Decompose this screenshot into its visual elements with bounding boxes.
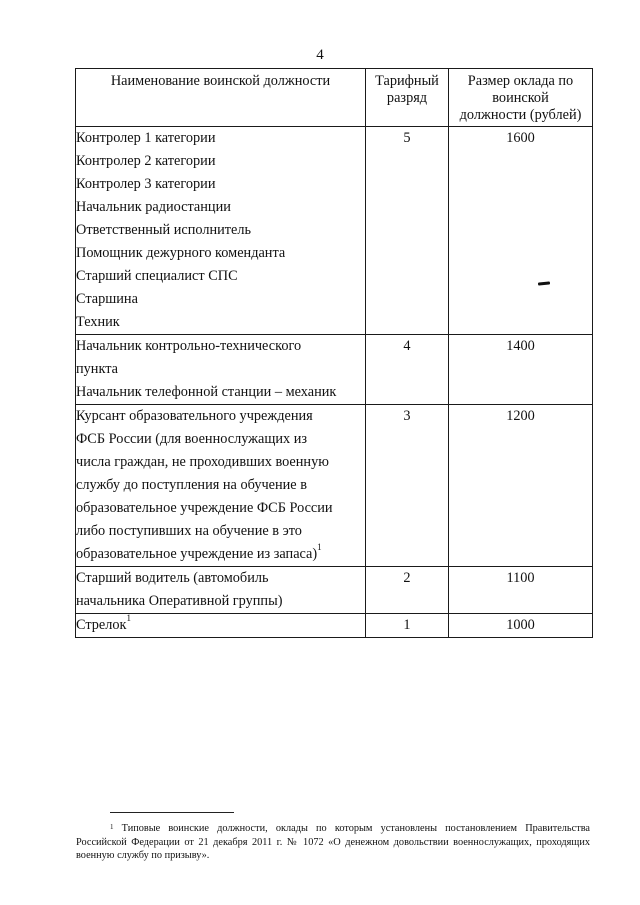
position-name: либо поступивших на обучение в это: [76, 523, 302, 539]
position-cell: [76, 335, 366, 405]
position-name: числа граждан, не проходивших военную: [76, 454, 329, 470]
position-name: начальника Оперативной группы): [76, 593, 283, 609]
position-cell: [76, 614, 366, 638]
header-salary-line1: Размер оклада по: [467, 73, 574, 89]
table-row: [76, 127, 593, 335]
position-name: пункта: [76, 361, 118, 377]
position-name-with-footnote: [76, 614, 365, 637]
position-name: образовательное учреждение ФСБ России: [76, 500, 333, 516]
grade-cell: 1: [366, 614, 449, 638]
position-name: Контролер 1 категории: [76, 130, 216, 146]
position-name: Техник: [76, 314, 120, 330]
position-name: Курсант образовательного учреждения: [76, 408, 313, 424]
header-grade-line1: Тарифный: [375, 73, 439, 89]
footnote-mark: 1: [317, 542, 322, 552]
grade-cell: 4: [366, 335, 449, 405]
footnote-text: Типовые воинские должности, оклады по которым установлены постановлением Правительства Российской Федерации от 21 декабря 2011 г. № 1072 «О денежном довольствии военнослужащих, проходящих военную службу по призыву».: [76, 823, 590, 861]
position-name: Старший специалист СПС: [76, 268, 238, 284]
stray-dash-mark: [538, 281, 550, 285]
salary-cell: [449, 127, 593, 335]
header-grade-line2: разряд: [386, 90, 428, 106]
header-salary: [449, 69, 593, 127]
salary-cell: 1100: [449, 567, 593, 614]
table-row: [76, 405, 593, 567]
header-position: [76, 69, 366, 127]
position-name: Контролер 3 категории: [76, 176, 216, 192]
salary-value: 1600: [506, 130, 535, 146]
table-header-row: [76, 69, 593, 127]
position-name: Контролер 2 категории: [76, 153, 216, 169]
table-row: [76, 335, 593, 405]
grade-cell: 2: [366, 567, 449, 614]
footnote-divider: [110, 812, 234, 813]
position-name: Помощник дежурного коменданта: [76, 245, 286, 261]
position-cell: [76, 567, 366, 614]
position-name: образовательное учреждение из запаса): [76, 546, 318, 562]
footnote-mark: 1: [126, 613, 131, 623]
header-position-label: Наименование воинской должности: [110, 73, 331, 89]
position-name-with-footnote: [76, 543, 365, 566]
footnote: [76, 822, 590, 863]
position-name: Старшина: [76, 291, 138, 307]
position-name: Стрелок: [76, 617, 127, 633]
position-name: Начальник радиостанции: [76, 199, 231, 215]
salary-cell: 1200: [449, 405, 593, 567]
table-row: [76, 614, 593, 638]
footnote-number: 1: [110, 823, 114, 831]
position-name: Ответственный исполнитель: [76, 222, 252, 238]
position-name: Начальник телефонной станции – механик: [76, 384, 337, 400]
salary-table: [75, 68, 593, 638]
position-name: службу до поступления на обучение в: [76, 477, 307, 493]
salary-cell: 1400: [449, 335, 593, 405]
page-number: 4: [316, 47, 324, 63]
position-cell: [76, 405, 366, 567]
position-name: Начальник контрольно-технического: [76, 338, 302, 354]
grade-cell: 5: [366, 127, 449, 335]
table-row: [76, 567, 593, 614]
position-cell: [76, 127, 366, 335]
header-grade: [366, 69, 449, 127]
header-salary-line2: воинской: [492, 90, 549, 106]
header-salary-line3: должности (рублей): [459, 107, 582, 123]
grade-cell: 3: [366, 405, 449, 567]
position-name: Старший водитель (автомобиль: [76, 570, 269, 586]
salary-cell: 1000: [449, 614, 593, 638]
position-name: ФСБ России (для военнослужащих из: [76, 431, 308, 447]
